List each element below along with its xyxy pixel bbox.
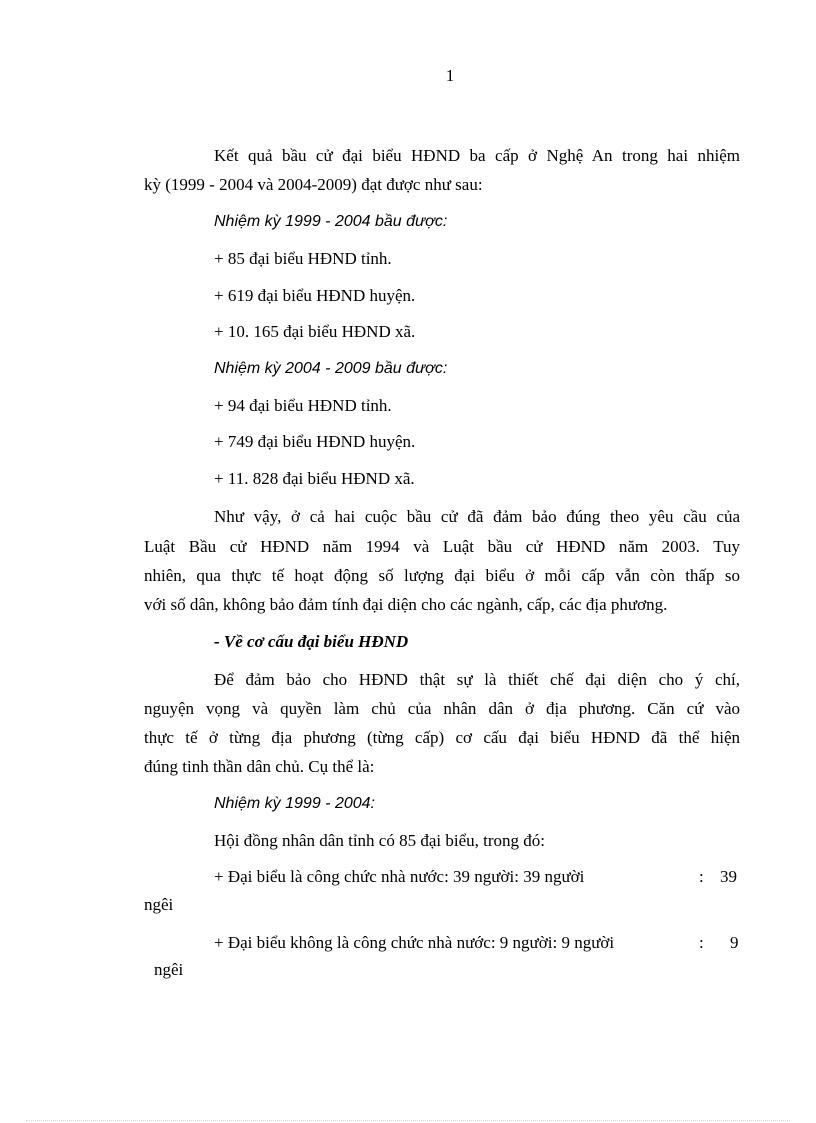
colon-separator: : [699, 867, 704, 886]
paragraph-line: Như vậy, ở cả hai cuộc bầu cử đã đảm bảo đúng theo yêu cầu của [214, 507, 740, 526]
paragraph-line: Để đảm bảo cho HĐND thật sự là thiết chế đại diện cho ý chí, [214, 670, 740, 689]
paragraph-line: thực tế ở từng địa phương (từng cấp) cơ cấu đại biểu HĐND đã thể hiện [144, 728, 740, 747]
paragraph-line: với số dân, không bảo đảm tính đại diện cho các ngành, cấp, các địa phương. [144, 595, 668, 614]
paragraph-line: kỳ (1999 - 2004 và 2004-2009) đạt được như sau: [144, 175, 483, 194]
paragraph-line: Hội đồng nhân dân tỉnh có 85 đại biểu, trong đó: [214, 831, 545, 850]
colon-separator: : [699, 933, 704, 952]
list-item: + 10. 165 đại biểu HĐND xã. [214, 322, 416, 341]
paragraph-line: đúng tinh thần dân chủ. Cụ thể là: [144, 757, 375, 776]
list-item: + 11. 828 đại biểu HĐND xã. [214, 469, 415, 488]
paragraph-line: nhiên, qua thực tế hoạt động số lượng đại biểu ở mỗi cấp vẫn còn thấp so [144, 566, 740, 585]
paragraph-line: nguyện vọng và quyền làm chủ của nhân dân ở địa phương. Căn cứ vào [144, 699, 740, 718]
list-item: + Đại biểu là công chức nhà nước: 39 người: 39 người [214, 867, 585, 886]
term-heading: Nhiệm kỳ 2004 - 2009 bầu được: [214, 360, 448, 377]
paragraph-line: Kết quả bầu cử đại biểu HĐND ba cấp ở Nghệ An trong hai nhiệm [214, 146, 740, 165]
paragraph-line: Luật Bầu cử HĐND năm 1994 và Luật bầu cử HĐND năm 2003. Tuy [144, 537, 740, 556]
term-heading: Nhiệm kỳ 1999 - 2004: [214, 795, 375, 812]
list-item: + 619 đại biểu HĐND huyện. [214, 286, 416, 305]
value-cell: 39 [720, 867, 737, 886]
section-heading: - Về cơ cấu đại biểu HĐND [214, 632, 409, 651]
page-bottom-rule [26, 1120, 790, 1121]
list-item: + 94 đại biểu HĐND tỉnh. [214, 396, 392, 415]
list-item: + Đại biểu không là công chức nhà nước: 9 người: 9 người [214, 933, 615, 952]
list-item: + 85 đại biểu HĐND tỉnh. [214, 249, 392, 268]
unit-text: ngêi [144, 895, 174, 914]
value-cell: 9 [730, 933, 739, 952]
unit-text: ngêi [154, 960, 184, 979]
list-item: + 749 đại biểu HĐND huyện. [214, 432, 416, 451]
page-number: 1 [445, 66, 455, 85]
term-heading: Nhiệm kỳ 1999 - 2004 bầu được: [214, 213, 448, 230]
